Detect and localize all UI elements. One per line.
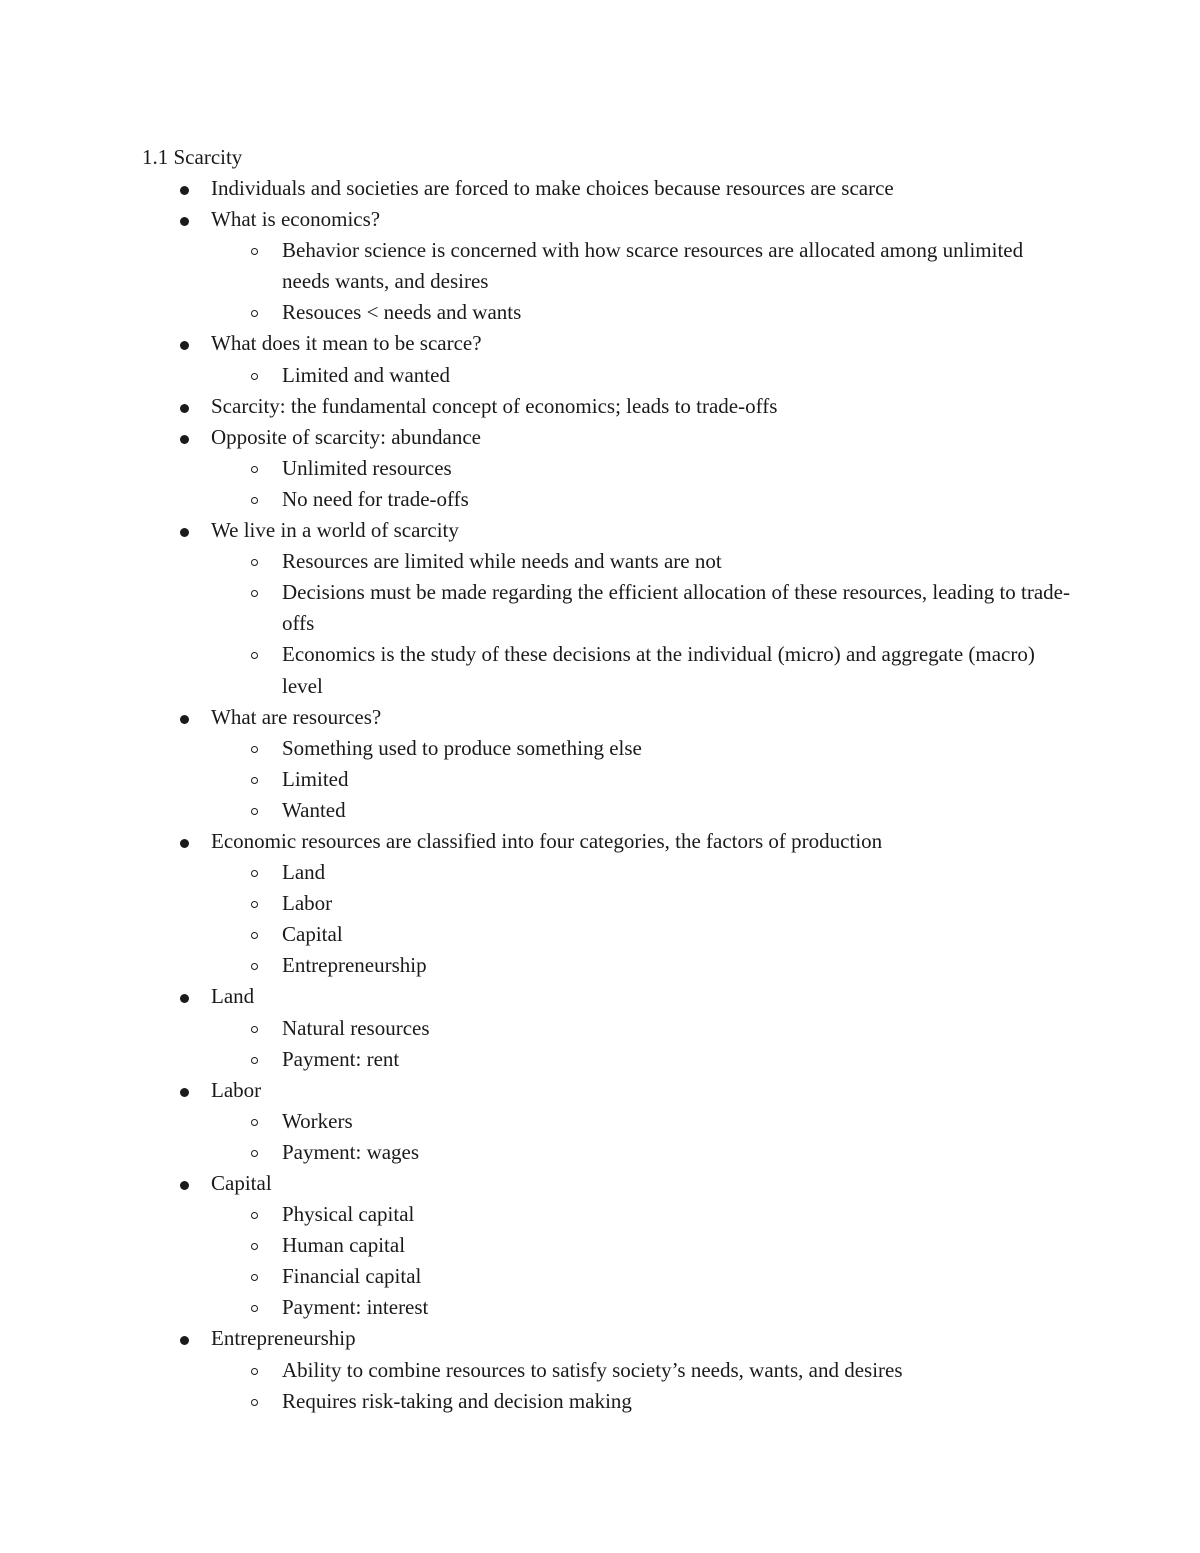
list-item-text: Opposite of scarcity: abundance (211, 424, 481, 449)
hollow-bullet-icon (251, 870, 258, 877)
list-item-text: Ability to combine resources to satisfy society’s needs, wants, and desires (282, 1357, 903, 1382)
hollow-bullet-icon (251, 746, 258, 753)
list-item-text: Individuals and societies are forced to make choices because resources are scarce (211, 176, 894, 200)
sub-list-item (0, 733, 1072, 764)
sub-list-item (0, 1292, 1072, 1323)
list-item-text: Decisions must be made regarding the efficient allocation of these resources, leading to trade-offs (282, 580, 1070, 636)
filled-bullet-icon (180, 217, 189, 226)
list-item-text: What does it mean to be scarce? (211, 331, 482, 356)
hollow-bullet-icon (251, 1368, 258, 1375)
hollow-bullet-icon (251, 1305, 258, 1312)
list-item-text: Human capital (282, 1233, 406, 1258)
filled-bullet-icon (180, 1336, 189, 1345)
sub-list-item (0, 857, 1072, 888)
sub-list-item (0, 297, 1072, 328)
sub-list-item (0, 1386, 1072, 1417)
list-item-text: Payment: interest (282, 1295, 429, 1320)
list-item (0, 422, 1200, 453)
list-item-text: Entrepreneurship (282, 953, 427, 978)
hollow-bullet-icon (251, 1212, 258, 1219)
hollow-bullet-icon (251, 652, 258, 659)
list-item-text: Economics is the study of these decisions at the individual (micro) and aggregate (macro) level (282, 642, 1035, 698)
sub-list-item (0, 639, 1072, 701)
hollow-bullet-icon (251, 373, 258, 380)
sub-list-item (0, 484, 1072, 515)
list-item (0, 328, 1200, 359)
bullet-outline (0, 173, 1200, 1417)
list-item-text: Labor (282, 891, 333, 916)
list-item (0, 702, 1200, 733)
hollow-bullet-icon (251, 559, 258, 566)
sub-list-item (0, 1230, 1072, 1261)
list-item-text: Financial capital (282, 1264, 422, 1289)
hollow-bullet-icon (251, 901, 258, 908)
filled-bullet-icon (180, 1181, 189, 1190)
filled-bullet-icon (180, 839, 189, 848)
list-item-text: Scarcity: the fundamental concept of economics; leads to trade-offs (211, 393, 778, 418)
list-item-text: Physical capital (282, 1202, 415, 1227)
filled-bullet-icon (180, 715, 189, 724)
list-item (0, 204, 1200, 235)
hollow-bullet-icon (251, 310, 258, 317)
hollow-bullet-icon (251, 777, 258, 784)
list-item (0, 1323, 1200, 1354)
filled-bullet-icon (180, 994, 189, 1003)
sub-list-item (0, 360, 1072, 391)
hollow-bullet-icon (251, 466, 258, 473)
sub-list-item (0, 546, 1072, 577)
filled-bullet-icon (180, 435, 189, 444)
list-item-text: Resouces < needs and wants (282, 300, 522, 325)
filled-bullet-icon (180, 1088, 189, 1097)
list-item-text: Wanted (282, 797, 346, 822)
list-item-text: Land (211, 984, 255, 1009)
sub-list-item (0, 1013, 1072, 1044)
sub-list-item (0, 1137, 1072, 1168)
list-item-text: Resources are limited while needs and wants are not (282, 549, 722, 574)
list-item-text: Payment: wages (282, 1139, 420, 1164)
hollow-bullet-icon (251, 808, 258, 815)
list-item-text: Economic resources are classified into four categories, the factors of production (211, 828, 883, 853)
list-item-text: Capital (211, 1171, 272, 1195)
list-item (0, 1168, 1200, 1199)
list-item-text: No need for trade-offs (282, 486, 469, 511)
hollow-bullet-icon (251, 1399, 258, 1406)
sub-list-item (0, 577, 1072, 639)
list-item-text: Limited and wanted (282, 362, 450, 387)
hollow-bullet-icon (251, 963, 258, 970)
hollow-bullet-icon (251, 1026, 258, 1033)
hollow-bullet-icon (251, 248, 258, 255)
list-item-text: Land (282, 860, 326, 885)
list-item-text: Natural resources (282, 1015, 430, 1040)
sub-list-item (0, 1106, 1072, 1137)
hollow-bullet-icon (251, 932, 258, 939)
list-item-text: Capital (282, 922, 343, 947)
filled-bullet-icon (180, 404, 189, 413)
section-heading: 1.1 Scarcity (142, 145, 243, 169)
list-item (0, 1075, 1200, 1106)
sub-list-item (0, 235, 1072, 297)
sub-list-item (0, 1044, 1072, 1075)
list-item-text: Payment: rent (282, 1046, 400, 1071)
list-item-text: Limited (282, 766, 349, 791)
list-item-text: Requires risk-taking and decision making (282, 1388, 632, 1413)
list-item-text: Something used to produce something else (282, 735, 642, 760)
hollow-bullet-icon (251, 1119, 258, 1126)
list-item-text: We live in a world of scarcity (211, 518, 459, 543)
sub-list-item (0, 1199, 1072, 1230)
list-item-text: Labor (211, 1077, 262, 1102)
list-item-text: Unlimited resources (282, 455, 452, 480)
hollow-bullet-icon (251, 1150, 258, 1157)
sub-list-item (0, 950, 1072, 981)
list-item (0, 391, 1200, 422)
filled-bullet-icon (180, 341, 189, 350)
list-item-text: What is economics? (211, 207, 381, 232)
sub-list-item (0, 453, 1072, 484)
sub-list-item (0, 1261, 1072, 1292)
list-item-text: Workers (282, 1108, 353, 1133)
sub-list-item (0, 795, 1072, 826)
list-item-text: Entrepreneurship (211, 1326, 356, 1351)
sub-list-item (0, 919, 1072, 950)
hollow-bullet-icon (251, 1274, 258, 1281)
hollow-bullet-icon (251, 1243, 258, 1250)
list-item-text: What are resources? (211, 704, 382, 729)
filled-bullet-icon (180, 186, 189, 195)
list-item-text: Behavior science is concerned with how scarce resources are allocated among unlimited needs wants, and desires (282, 238, 1024, 294)
sub-list-item (0, 764, 1072, 795)
list-item (0, 826, 1200, 857)
hollow-bullet-icon (251, 1057, 258, 1064)
sub-list-item (0, 1355, 1072, 1386)
hollow-bullet-icon (251, 590, 258, 597)
list-item (0, 515, 1200, 546)
list-item (0, 981, 1200, 1012)
filled-bullet-icon (180, 528, 189, 537)
hollow-bullet-icon (251, 497, 258, 504)
list-item (0, 173, 1200, 204)
sub-list-item (0, 888, 1072, 919)
